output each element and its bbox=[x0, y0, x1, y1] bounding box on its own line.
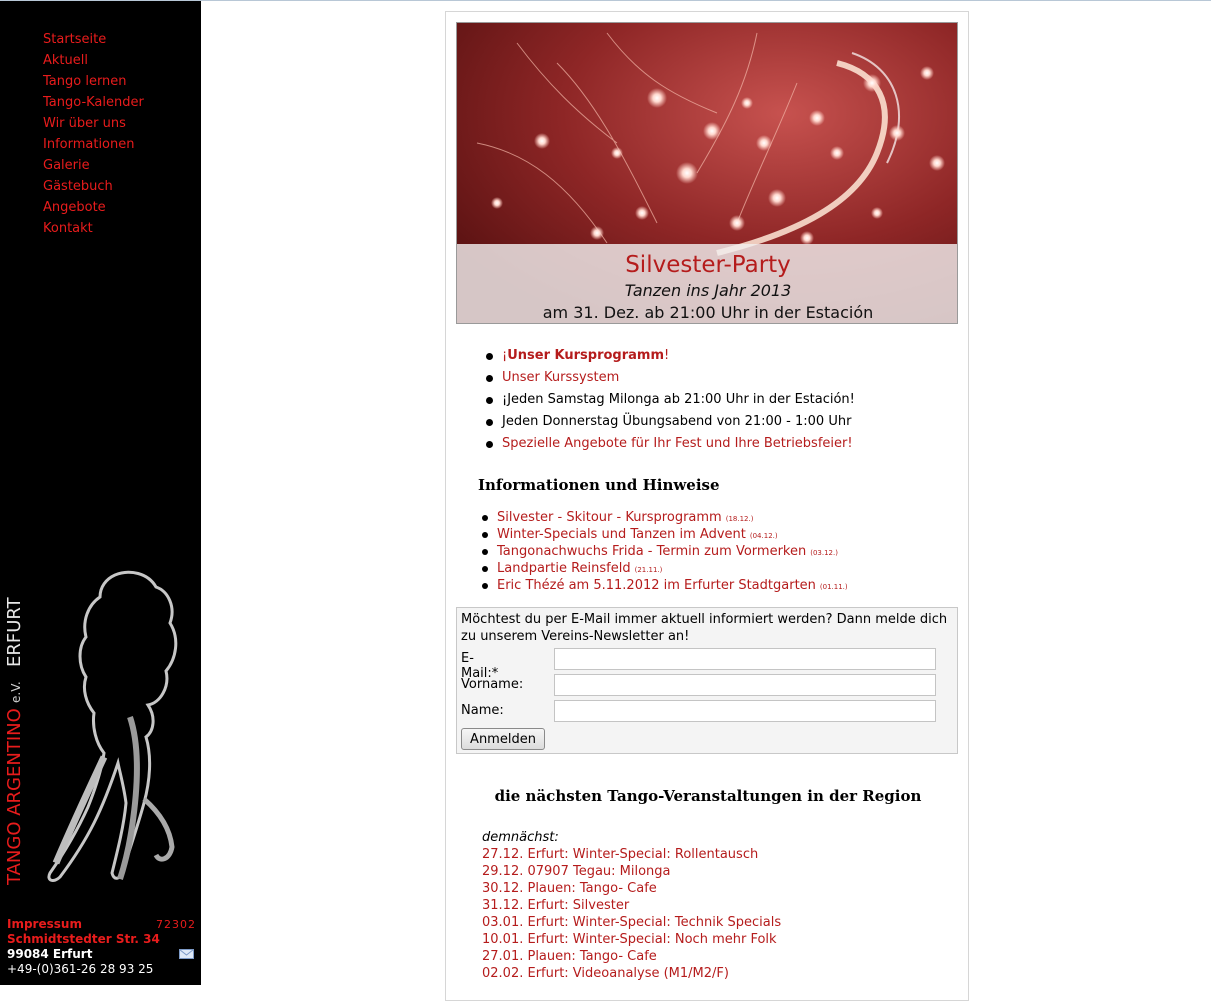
nav-link-gaestebuch[interactable]: Gästebuch bbox=[43, 179, 113, 194]
sidebar-footer bbox=[7, 917, 197, 977]
kursprogramm-link[interactable]: Unser Kursprogramm bbox=[507, 348, 664, 363]
tango-dancers-illustration bbox=[20, 567, 190, 887]
nav-link-kontakt[interactable]: Kontakt bbox=[43, 221, 93, 236]
news-item bbox=[482, 578, 848, 595]
news-date: (04.12.) bbox=[749, 532, 778, 540]
events-soon-label: demnächst: bbox=[482, 830, 559, 845]
newsletter-form bbox=[456, 607, 958, 754]
kurssystem-link[interactable]: Unser Kurssystem bbox=[502, 370, 620, 385]
nav-item-wir-ueber-uns[interactable] bbox=[43, 115, 144, 136]
list-item bbox=[486, 369, 855, 391]
news-date: (21.11.) bbox=[634, 566, 663, 574]
address-street: Schmidtstedter Str. 34 bbox=[7, 932, 160, 946]
news-link[interactable]: Eric Thézé am 5.11.2012 im Erfurter Stadtgarten bbox=[497, 578, 816, 593]
event-link[interactable]: 27.12. Erfurt: Winter-Special: Rollentausch bbox=[482, 847, 759, 862]
mail-icon[interactable] bbox=[179, 949, 194, 959]
nav-link-aktuell[interactable]: Aktuell bbox=[43, 53, 88, 68]
logo-text-small: e.V. bbox=[9, 681, 23, 703]
event-item bbox=[482, 864, 781, 881]
firstname-label: Vorname: bbox=[461, 677, 524, 692]
nav-item-gaestebuch[interactable] bbox=[43, 178, 144, 199]
logo bbox=[2, 573, 26, 885]
hero-date: am 31. Dez. ab 21:00 Uhr in der Estación bbox=[542, 303, 874, 322]
nav-link-informationen[interactable]: Informationen bbox=[43, 137, 135, 152]
phone-number: +49-(0)361-26 28 93 25 bbox=[7, 962, 154, 976]
event-item bbox=[482, 898, 781, 915]
nav-item-aktuell[interactable] bbox=[43, 52, 144, 73]
events-heading: die nächsten Tango-Veranstaltungen in der Region bbox=[494, 787, 922, 805]
list-item bbox=[486, 413, 855, 435]
news-item bbox=[482, 561, 848, 578]
hero-caption bbox=[457, 244, 958, 324]
events-list bbox=[482, 847, 781, 983]
email-field[interactable] bbox=[554, 648, 936, 670]
angebote-link[interactable]: Spezielle Angebote für Ihr Fest und Ihre Betriebsfeier! bbox=[502, 436, 853, 451]
kursprogramm-suffix: ! bbox=[664, 348, 670, 363]
nav-item-tango-lernen[interactable] bbox=[43, 73, 144, 94]
logo-text-city: ERFURT bbox=[4, 597, 25, 667]
logo-text-main: TANGO ARGENTINO bbox=[4, 708, 25, 885]
event-link[interactable]: 03.01. Erfurt: Winter-Special: Technik Specials bbox=[482, 915, 782, 930]
nav-link-wir-ueber-uns[interactable]: Wir über uns bbox=[43, 116, 126, 131]
hero-title: Silvester-Party bbox=[625, 252, 791, 278]
nav-item-kontakt[interactable] bbox=[43, 220, 144, 241]
nav-item-informationen[interactable] bbox=[43, 136, 144, 157]
main-nav bbox=[43, 31, 144, 241]
email-label: E-Mail:* bbox=[461, 651, 499, 681]
event-link[interactable]: 29.12. 07907 Tegau: Milonga bbox=[482, 864, 671, 879]
hero-subtitle: Tanzen ins Jahr 2013 bbox=[624, 281, 792, 300]
news-link[interactable]: Winter-Specials und Tanzen im Advent bbox=[497, 527, 746, 542]
event-link[interactable]: 31.12. Erfurt: Silvester bbox=[482, 898, 630, 913]
main-content bbox=[445, 11, 969, 1001]
nav-link-tango-kalender[interactable]: Tango-Kalender bbox=[43, 95, 144, 110]
news-item bbox=[482, 544, 848, 561]
uebungsabend-text: Jeden Donnerstag Übungsabend von 21:00 - 1:00 Uhr bbox=[502, 414, 852, 429]
news-list bbox=[482, 510, 848, 595]
list-item bbox=[486, 391, 855, 413]
nav-link-galerie[interactable]: Galerie bbox=[43, 158, 90, 173]
impressum-link[interactable]: Impressum bbox=[7, 917, 82, 931]
nav-link-angebote[interactable]: Angebote bbox=[43, 200, 106, 215]
nav-item-galerie[interactable] bbox=[43, 157, 144, 178]
newsletter-intro: Möchtest du per E-Mail immer aktuell informiert werden? Dann melde dich zu unserem Vereins-Newsletter an! bbox=[461, 612, 948, 644]
event-item bbox=[482, 915, 781, 932]
news-link[interactable]: Landpartie Reinsfeld bbox=[497, 561, 631, 576]
address-city: 99084 Erfurt bbox=[7, 947, 93, 961]
news-date: (03.12.) bbox=[810, 549, 838, 557]
list-item bbox=[486, 347, 855, 369]
news-date: (01.11.) bbox=[819, 583, 848, 591]
news-date: (18.12.) bbox=[725, 515, 754, 523]
name-label: Name: bbox=[461, 703, 504, 718]
news-link[interactable]: Silvester - Skitour - Kursprogramm bbox=[497, 510, 722, 525]
subscribe-button[interactable]: Anmelden bbox=[461, 728, 545, 750]
event-item bbox=[482, 847, 781, 864]
hero-banner[interactable] bbox=[456, 22, 958, 324]
kursprogramm-prefix: ¡ bbox=[502, 348, 508, 363]
list-item bbox=[486, 435, 855, 457]
nav-item-tango-kalender[interactable] bbox=[43, 94, 144, 115]
event-item bbox=[482, 932, 781, 949]
visitor-counter: 72302 bbox=[156, 918, 196, 931]
event-item bbox=[482, 966, 781, 983]
nav-link-tango-lernen[interactable]: Tango lernen bbox=[43, 74, 127, 89]
news-item bbox=[482, 510, 848, 527]
nav-link-startseite[interactable]: Startseite bbox=[43, 32, 107, 47]
event-item bbox=[482, 881, 781, 898]
firstname-field[interactable] bbox=[554, 674, 936, 696]
news-link[interactable]: Tangonachwuchs Frida - Termin zum Vormerken bbox=[497, 544, 807, 559]
name-field[interactable] bbox=[554, 700, 936, 722]
milonga-text: ¡Jeden Samstag Milonga ab 21:00 Uhr in der Estación! bbox=[502, 392, 855, 407]
event-link[interactable]: 02.02. Erfurt: Videoanalyse (M1/M2/F) bbox=[482, 966, 729, 981]
event-link[interactable]: 10.01. Erfurt: Winter-Special: Noch mehr Folk bbox=[482, 932, 777, 947]
event-link[interactable]: 30.12. Plauen: Tango- Cafe bbox=[482, 881, 657, 896]
event-item bbox=[482, 949, 781, 966]
event-link[interactable]: 27.01. Plauen: Tango- Cafe bbox=[482, 949, 657, 964]
highlights-list bbox=[486, 347, 855, 457]
nav-item-angebote[interactable] bbox=[43, 199, 144, 220]
info-heading: Informationen und Hinweise bbox=[478, 476, 720, 494]
sidebar bbox=[0, 1, 201, 985]
news-item bbox=[482, 527, 848, 544]
nav-item-startseite[interactable] bbox=[43, 31, 144, 52]
